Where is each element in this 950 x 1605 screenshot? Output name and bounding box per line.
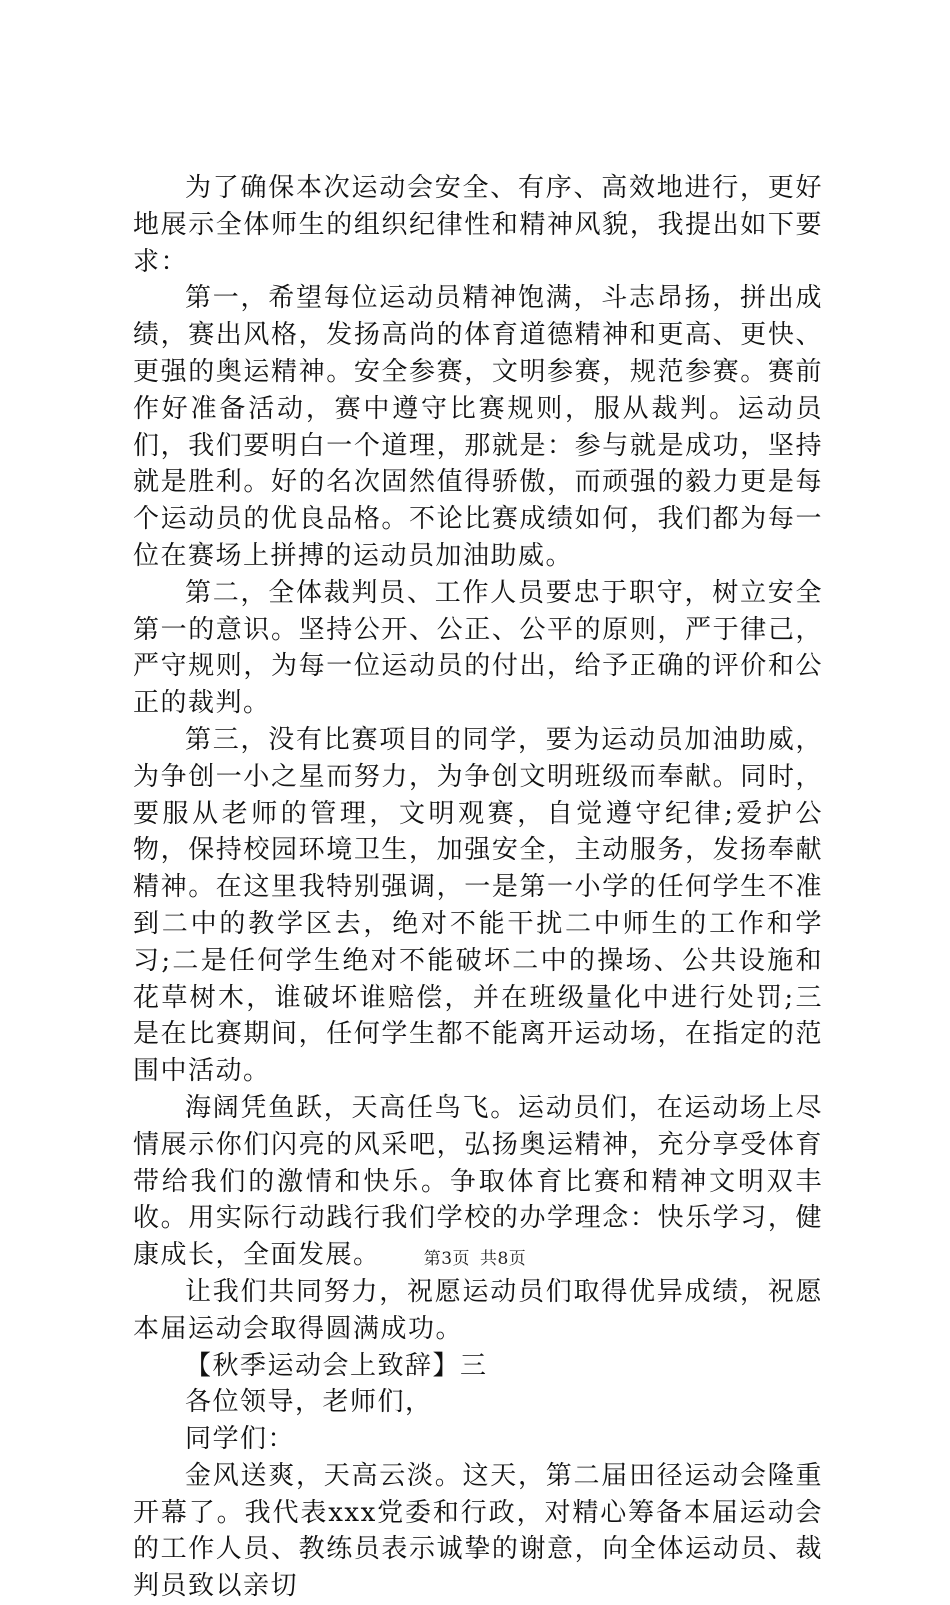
paragraph-encouragement: 海阔凭鱼跃，天高任鸟飞。运动员们，在运动场上尽情展示你们闪亮的风采吧，弘扬奥运精神，充分享受体育带给我们的激情和快乐。争取体育比赛和精神文明双丰收。用实际行动践行我们学校的办学理念：快乐学习，健康成长，全面发展。 <box>133 1092 823 1271</box>
document-body <box>133 170 823 1605</box>
paragraph-third-requirement: 第三，没有比赛项目的同学，要为运动员加油助威，为争创一小之星而努力，为争创文明班级而奉献。同时，要服从老师的管理，文明观赛，自觉遵守纪律;爱护公物，保持校园环境卫生，加强安全，主动服务，发扬奉献精神。在这里我特别强调，一是第一小学的任何学生不准到二中的教学区去，绝对不能干扰二中师生的工作和学习;二是任何学生绝对不能破坏二中的操场、公共设施和花草树木，谁破坏谁赔偿，并在班级量化中进行处罚;三是在比赛期间，任何学生都不能离开运动场，在指定的范围中活动。 <box>133 724 823 1087</box>
section-heading: 【秋季运动会上致辞】三 <box>185 1350 488 1381</box>
paragraph-closing-wish: 让我们共同努力，祝愿运动员们取得优异成绩，祝愿本届运动会取得圆满成功。 <box>133 1276 823 1344</box>
salutation-students: 同学们： <box>185 1424 296 1455</box>
paragraph-opening: 金风送爽，天高云淡。这天，第二届田径运动会隆重开幕了。我代表xxx党委和行政，对精心筹备本届运动会的工作人员、教练员表示诚挚的谢意，向全体运动员、裁判员致以亲切 <box>133 1460 823 1602</box>
paragraph-first-requirement: 第一，希望每位运动员精神饱满，斗志昂扬，拼出成绩，赛出风格，发扬高尚的体育道德精神和更高、更快、更强的奥运精神。安全参赛，文明参赛，规范参赛。赛前作好准备活动，赛中遵守比赛规则，服从裁判。运动员们，我们要明白一个道理，那就是：参与就是成功，坚持就是胜利。好的名次固然值得骄傲，而顽强的毅力更是每个运动员的优良品格。不论比赛成绩如何，我们都为每一位在赛场上拼搏的运动员加油助威。 <box>133 283 823 571</box>
page-number: 第3页 <box>423 1249 471 1269</box>
total-pages: 共8页 <box>479 1249 527 1269</box>
paragraph-second-requirement: 第二，全体裁判员、工作人员要忠于职守，树立安全第一的意识。坚持公开、公正、公平的原则，严于律己，严守规则，为每一位运动员的付出，给予正确的评价和公正的裁判。 <box>133 577 823 719</box>
paragraph-intro: 为了确保本次运动会安全、有序、高效地进行，更好地展示全体师生的组织纪律性和精神风貌，我提出如下要求： <box>133 173 823 277</box>
page-footer <box>0 1244 950 1269</box>
salutation-leaders: 各位领导，老师们， <box>185 1387 433 1418</box>
